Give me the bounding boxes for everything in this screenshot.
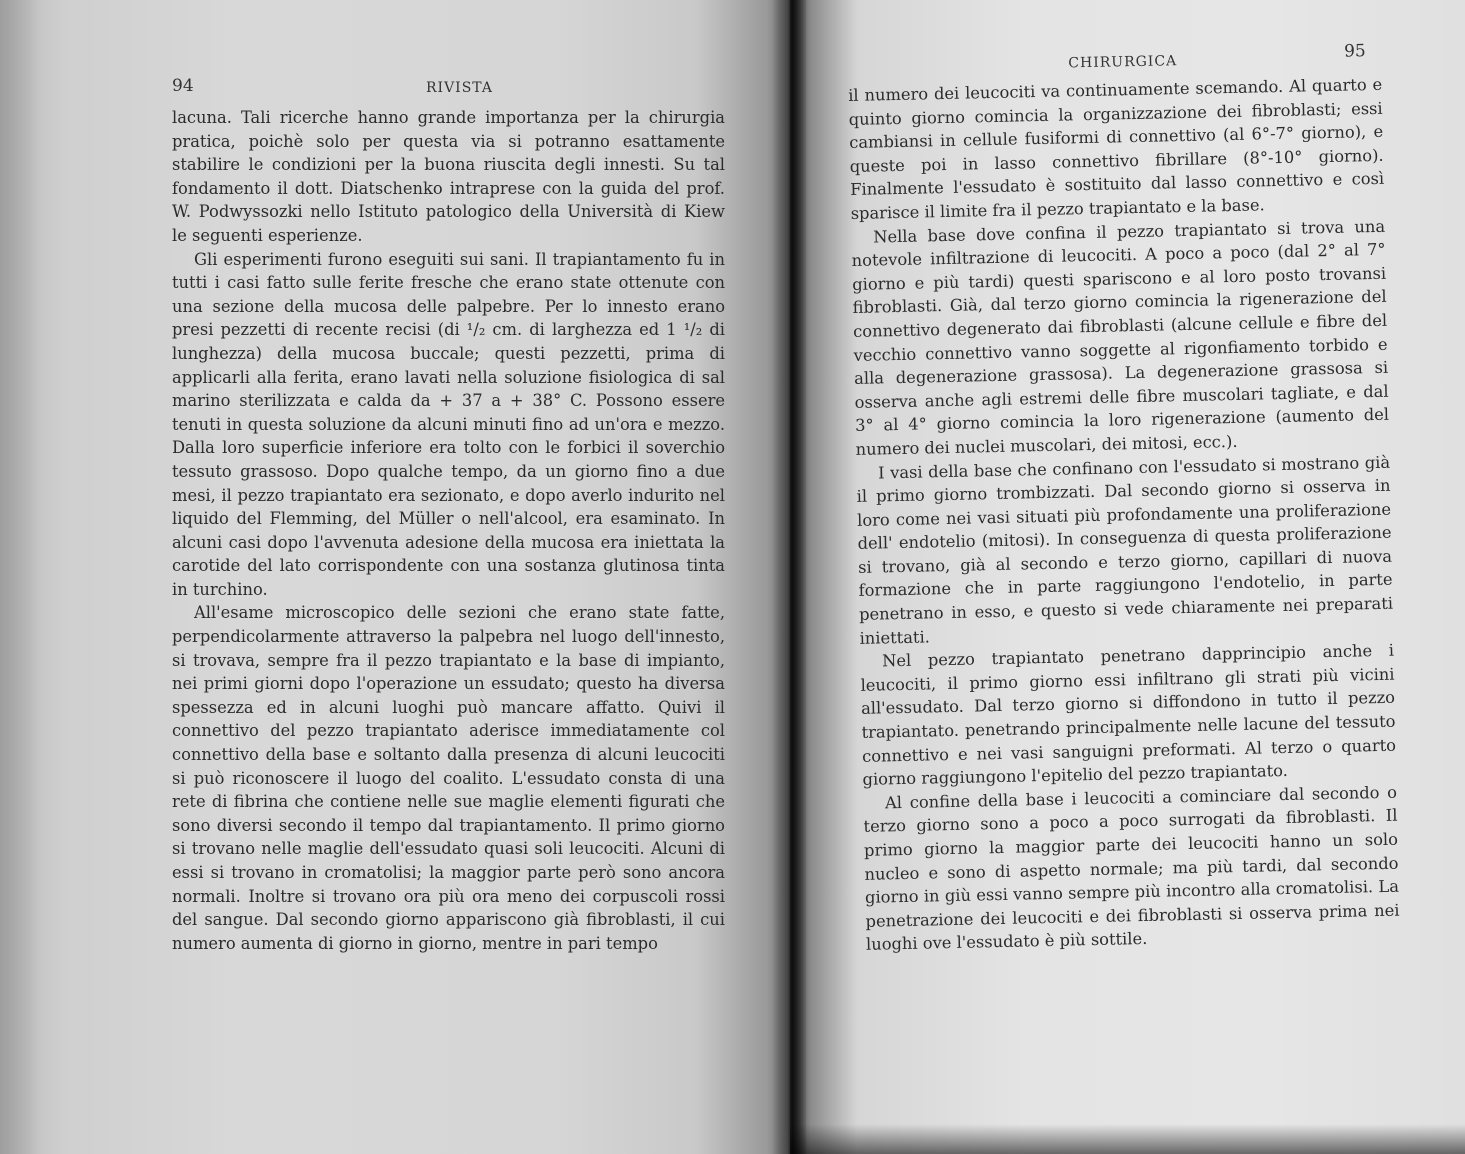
right-page-number: 95 [1343,41,1366,62]
left-page-number: 94 [172,76,194,96]
right-page-text [848,73,1400,957]
page-edge-shadow [0,0,40,1154]
right-running-head: CHIRURGICA [1068,53,1178,72]
left-running-head: RIVISTA [426,80,493,96]
left-paragraph-1: lacuna. Tali ricerche hanno grande importanza per la chirurgia pratica, poichè solo per questa via si potranno esattamente stabilire le condizioni per la buona riuscita degli innesti. Su tal fondamento il dott. Diatschenko intraprese con la guida del prof. W. Podwyssozki nello Istituto patologico della Università di Kiew le seguenti esperienze. [172,108,725,245]
right-paragraph-1: il numero dei leucociti va continuamente scemando. Al quarto e quinto giorno comincia la organizzazione dei fibroblasti; essi cambiansi in cellule fusiformi di connettivo (al 6°-7° giorno), e queste poi in lasso connettivo fibrillare (8°-10° giorno). Finalmente l'essudato è sostituito dal lasso connettivo e così sparisce il limite fra il pezzo trapiantato e la base. [848,74,1385,223]
right-paragraph-3: I vasi della base che confinano con l'essudato si mostrano già il primo giorno trombizzati. Dal secondo giorno si osserva in loro come nei vasi situati più profondamente una proliferazione dell' endotelio (mitosi). In conseguenza di questa proliferazione si trovano, già al secondo e terzo giorno, capillari di nuova formazione che in parte raggiungono l'endotelio, in parte penetrano in esso, e questo si vede chiaramente nei preparati iniettati. [856,452,1394,648]
bottom-shadow [790,1124,1465,1154]
right-paragraph-4: Nel pezzo trapiantato penetrano dapprincipio anche i leucociti, il primo giorno essi infiltrano gli strati più vicini all'essudato. Dal terzo giorno si diffondono in tutto il pezzo trapiantato. penetrando principalmente nelle lacune del tessuto connettivo e nei vasi sanguigni preformati. Al terzo o quarto giorno raggiungono l'epitelio del pezzo trapiantato. [860,640,1397,790]
right-paragraph-5: Al confine della base i leucociti a cominciare dal secondo o terzo giorno sono a poco a poco surrogati da fibroblasti. Il primo giorno la maggior parte dei leucociti hanno un solo nucleo e sono di aspetto normale; ma più tardi, dal secondo giorno in giù essi vanno sempre più incontro alla cromatolisi. La penetrazione dei leucociti e dei fibroblasti si osserva prima nei luoghi ove l'essudato è più sottile. [863,782,1400,955]
left-paragraph-2: Gli esperimenti furono eseguiti sui sani. Il trapiantamento fu in tutti i casi fatto sulle ferite fresche che erano state ottenute con una sezione della mucosa delle palpebre. Per lo innesto erano presi pezzetti di recente recisi (di ¹/₂ cm. di larghezza ed 1 ¹/₂ di lunghezza) della mucosa buccale; questi pezzetti, prima di applicarli alla ferita, erano lavati nella soluzione fisiologica di sal marino sterilizzata e calda da + 37 a + 38° C. Possono essere tenuti in questa soluzione da alcuni minuti fino ad un'ora e mezzo. Dalla loro superficie inferiore era tolto con le forbici il soverchio tessuto grassoso. Dopo qualche tempo, da un giorno fino a due mesi, il pezzo trapiantato era sezionato, e dopo averlo indurito nel liquido del Flemming, del Müller o nell'alcool, era esaminato. In alcuni casi dopo l'avvenuta adesione della mucosa era iniettata la carotide del lato corrispondente con una sostanza glutinosa tinta in turchino. [172,249,725,599]
right-paragraph-2: Nella base dove confina il pezzo trapiantato si trova una notevole infiltrazione di leucociti. A poco a poco (dal 2° al 7° giorno e più tardi) questi spariscono e al loro posto trovansi fibroblasti. Già, dal terzo giorno comincia la rigenerazione del connettivo degenerato dai fibroblasti (alcune cellule e fibre del vecchio connettivo vanno soggette al rigonfiamento torbido e alla degenerazione grassosa). La degenerazione grassosa si osserva anche agli estremi delle fibre muscolari tagliate, e dal 3° al 4° giorno comincia la loro rigenerazione (aumento del numero dei nuclei muscolari, dei mitosi, ecc.). [851,216,1390,459]
book-gutter [772,0,806,1154]
left-page-text [172,106,725,955]
left-paragraph-3: All'esame microscopico delle sezioni che erano state fatte, perpendicolarmente attraverso la palpebra nel luogo dell'innesto, si trovava, sempre fra il pezzo trapiantato e la base di impianto, nei primi giorni dopo l'operazione un essudato; questo ha diversa spessezza ed in alcuni luoghi può mancare affatto. Quivi il connettivo del pezzo trapiantato aderisce immediatamente col connettivo della base e soltanto dalla presenza di alcuni leucociti si può riconoscere il luogo del coalito. L'essudato consta di una rete di fibrina che contiene nelle sue maglie elementi figurati che sono diversi secondo il tempo dal trapiantamento. Il primo giorno si trovano nelle maglie dell'essudato quasi soli leucociti. Alcuni di essi si trovano in cromatolisi; la maggior parte però sono ancora normali. Inoltre si trovano ora più ora meno dei corpuscoli rossi del sangue. Dal secondo giorno appariscono già fibroblasti, il cui numero aumenta di giorno in giorno, mentre in pari tempo [172,603,725,953]
